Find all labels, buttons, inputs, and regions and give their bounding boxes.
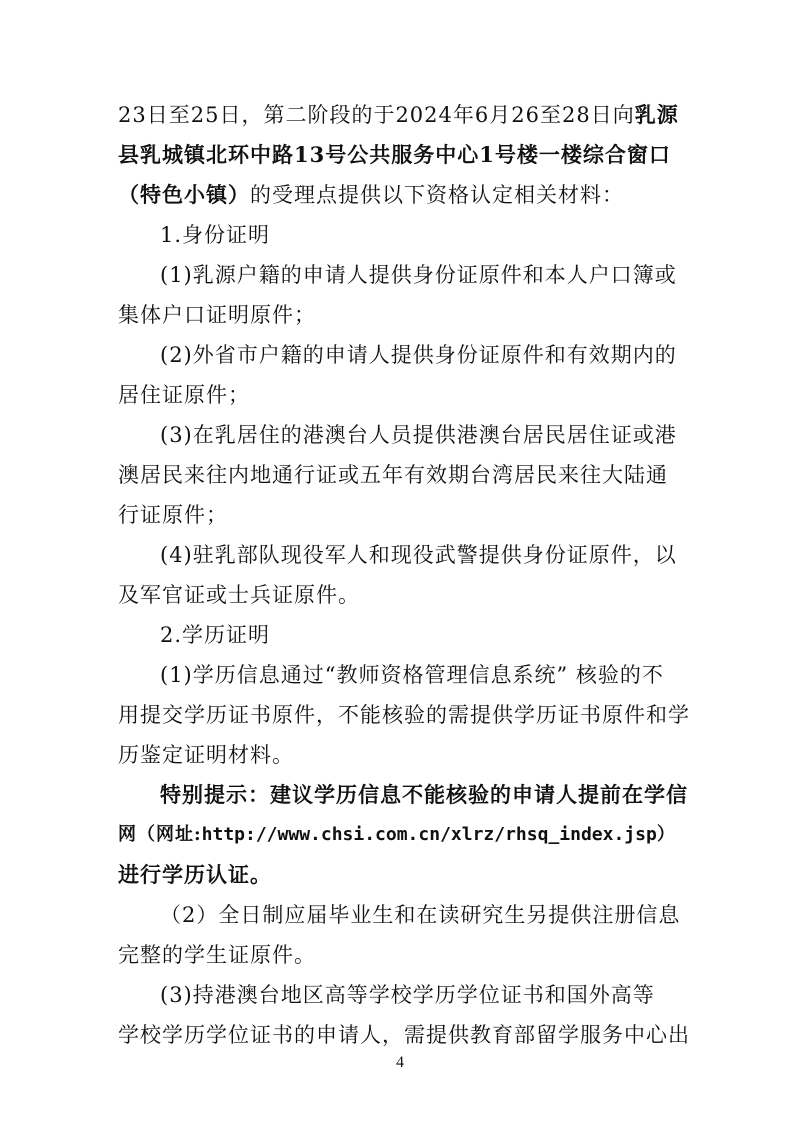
- chsi-url-link[interactable]: http://www.chsi.com.cn/xlrz/rhsq_index.jsp: [201, 824, 657, 845]
- item1-3-line2: 澳居民来往内地通行证或五年有效期台湾居民来往大陆通: [118, 463, 668, 487]
- item1-4-line1: (4)驻乳部队现役军人和现役武警提供身份证原件，以: [160, 543, 677, 567]
- item1-2-line1: (2)外省市户籍的申请人提供身份证原件和有效期内的: [160, 343, 677, 367]
- item2-1-line1: (1)学历信息通过“教师资格管理信息系统” 核验的不: [160, 663, 664, 687]
- para1-line3: [118, 181, 690, 209]
- item1-4-line2: 及军官证或士兵证原件。: [118, 583, 360, 607]
- para1-line3-bold: （特色小镇）: [118, 182, 250, 207]
- item1-3-line3: 行证原件；: [118, 503, 228, 527]
- item2-2-line2: 完整的学生证原件。: [118, 943, 316, 967]
- item1-3-line1: (3)在乳居住的港澳台人员提供港澳台居民居住证或港: [160, 423, 677, 447]
- para1-line1-bold: 乳源: [634, 102, 679, 127]
- notice-url-prefix: 网（网址:: [118, 824, 202, 845]
- para1-line3-text: 的受理点提供以下资格认定相关材料：: [250, 183, 624, 207]
- notice-line2: [118, 821, 690, 849]
- notice-line3: 进行学历认证。: [118, 862, 272, 887]
- para1-line2: 县乳城镇北环中路13号公共服务中心1号楼一楼综合窗口: [118, 142, 671, 167]
- para1-line1-text: 23日至25日，第二阶段的于2024年6月26至28日向: [118, 103, 635, 127]
- item1-2-line2: 居住证原件；: [118, 383, 250, 407]
- heading-education-proof: 2.学历证明: [160, 623, 271, 647]
- item1-1-line1: (1)乳源户籍的申请人提供身份证原件和本人户口簿或: [160, 263, 677, 287]
- item1-1-line2: 集体户口证明原件；: [118, 303, 316, 327]
- para1-line1: [118, 101, 690, 129]
- notice-url-suffix: ）: [656, 824, 676, 845]
- item2-1-line2: 用提交学历证书原件，不能核验的需提供学历证书原件和学: [118, 703, 690, 727]
- page-number: 4: [396, 1054, 404, 1071]
- heading-identity-proof: 1.身份证明: [160, 223, 271, 247]
- item2-2-line1: （2）全日制应届毕业生和在读研究生另提供注册信息: [160, 903, 681, 927]
- notice-line1: 特别提示：建议学历信息不能核验的申请人提前在学信: [160, 782, 688, 807]
- item2-3-line1: (3)持港澳台地区高等学校学历学位证书和国外高等: [160, 983, 655, 1007]
- item2-1-line3: 历鉴定证明材料。: [118, 743, 294, 767]
- item2-3-line2: 学校学历学位证书的申请人，需提供教育部留学服务中心出: [118, 1023, 690, 1047]
